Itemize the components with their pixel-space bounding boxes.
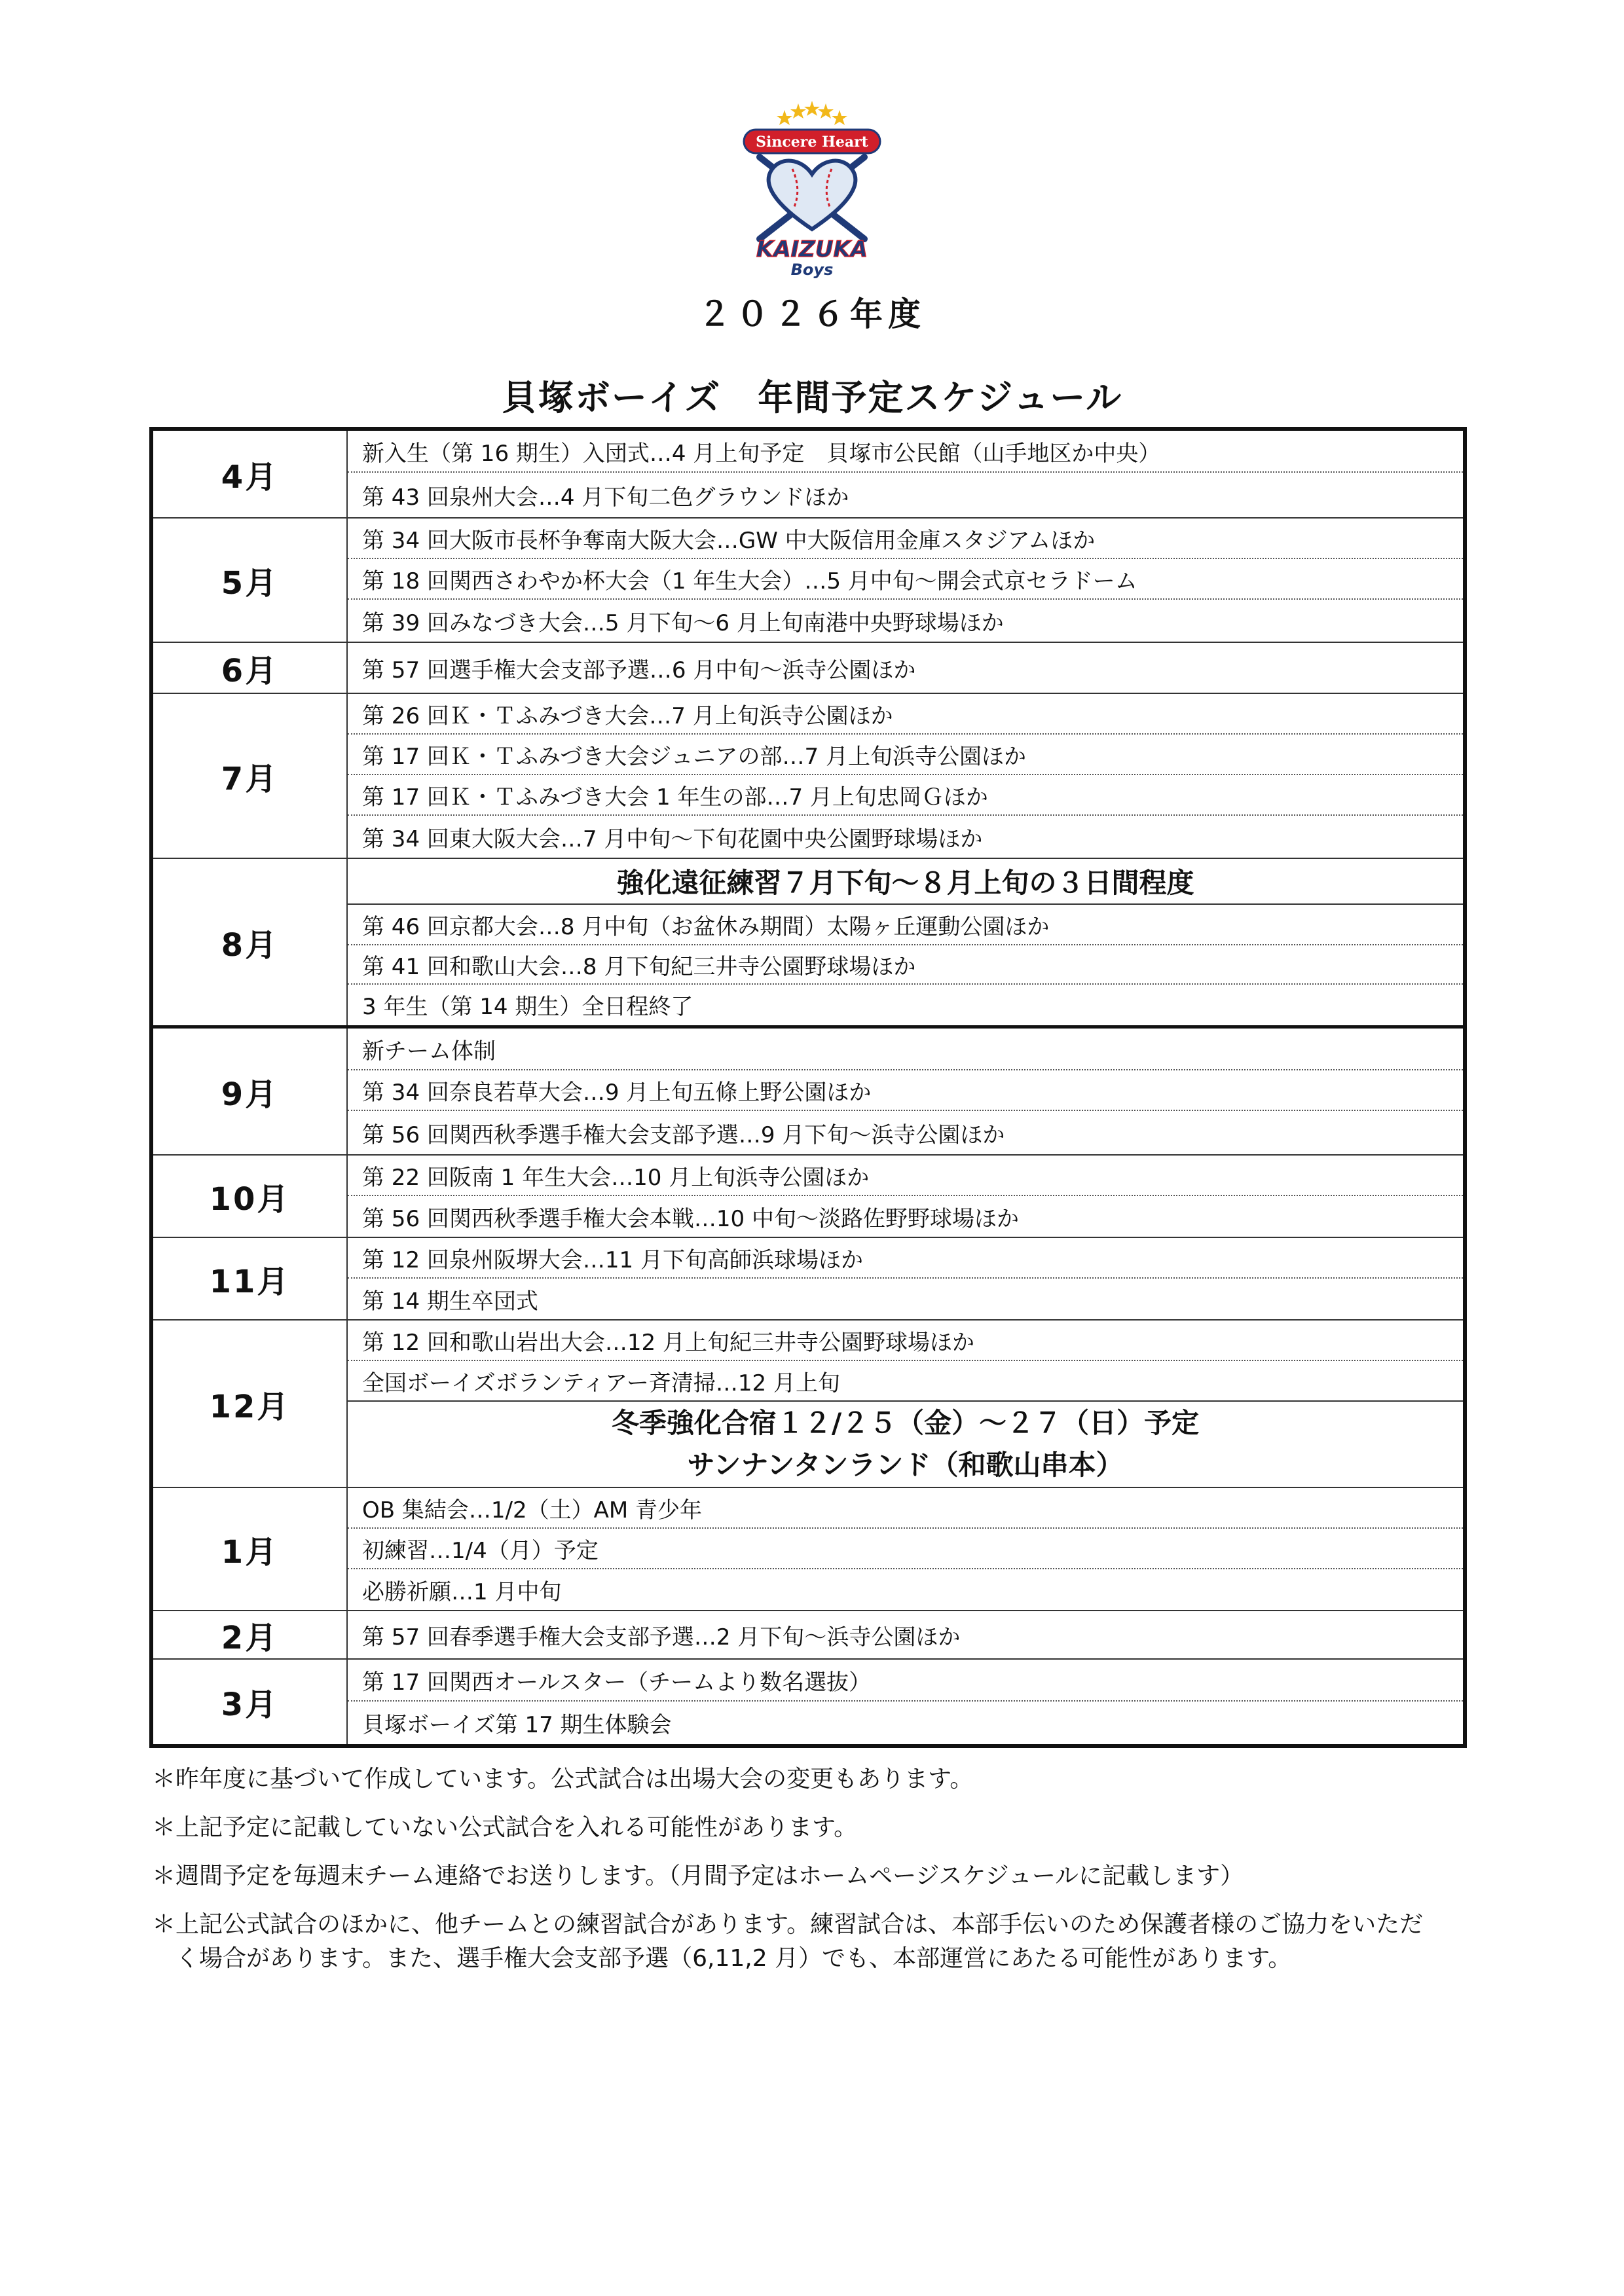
- note-line: く場合があります。また、選手権大会支部予選（6,11,2 月）でも、本部運営にあたる可能性があります。: [175, 1945, 1292, 1972]
- month-label: 8月: [153, 859, 348, 1025]
- schedule-item: 必勝祈願…1 月中旬: [362, 1578, 562, 1605]
- schedule-item: 第 26 回Ｋ・Ｔふみづき大会…7 月上旬浜寺公園ほか: [348, 694, 1463, 735]
- month-row-march: [153, 1660, 1463, 1744]
- kaizuka-boys-logo: [733, 92, 891, 282]
- month-row-august: [153, 859, 1463, 1029]
- month-row-may: [153, 519, 1463, 643]
- schedule-item: 新入生（第 16 期生）入団式…4 月上旬予定 貝塚市公民館（山手地区か中央）: [348, 431, 1463, 473]
- month-row-december: [153, 1321, 1463, 1488]
- schedule-item: 3 年生（第 14 期生）全日程終了: [362, 993, 693, 1020]
- stars-icon: [777, 101, 847, 125]
- svg-text:Boys: Boys: [790, 261, 834, 279]
- month-label: 5月: [153, 519, 348, 642]
- month-label: 4月: [153, 431, 348, 517]
- schedule-item: 第 12 回泉州阪堺大会…11 月下旬高師浜球場ほか: [348, 1238, 1463, 1279]
- schedule-item: 第 22 回阪南 1 年生大会…10 月上旬浜寺公園ほか: [348, 1156, 1463, 1196]
- schedule-item: 第 39 回みなづき大会…5 月下旬～6 月上旬南港中央野球場ほか: [362, 610, 1004, 636]
- month-label: 10月: [153, 1156, 348, 1237]
- schedule-item: 第 56 回関西秋季選手権大会本戦…10 中旬～淡路佐野野球場ほか: [362, 1205, 1019, 1232]
- svg-text:KAIZUKA: KAIZUKA: [756, 236, 868, 263]
- schedule-item: 第 56 回関西秋季選手権大会支部予選…9 月下旬～浜寺公園ほか: [362, 1121, 1005, 1148]
- month-label: 7月: [153, 694, 348, 858]
- schedule-item: 全国ボーイズボランティアー斉清掃…12 月上旬: [348, 1361, 1463, 1402]
- schedule-table: [149, 427, 1467, 1748]
- schedule-item: 第 12 回和歌山岩出大会…12 月上旬紀三井寺公園野球場ほか: [348, 1321, 1463, 1361]
- schedule-item: 第 34 回大阪市長杯争奪南大阪大会…GW 中大阪信用金庫スタジアムほか: [348, 519, 1463, 559]
- note: ＊昨年度に基づいて作成しています。公式試合は出場大会の変更もあります。: [152, 1766, 974, 1793]
- month-row-april: [153, 431, 1463, 519]
- schedule-item: 第 34 回東大阪大会…7 月中旬～下旬花園中央公園野球場ほか: [362, 826, 983, 852]
- page-title: 貝塚ボーイズ 年間予定スケジュール: [501, 377, 1123, 418]
- month-row-september: [153, 1029, 1463, 1156]
- schedule-item: OB 集結会…1/2（土）AM 青少年: [348, 1488, 1463, 1529]
- schedule-item: 第 17 回Ｋ・Ｔふみづき大会ジュニアの部…7 月上旬浜寺公園ほか: [348, 735, 1463, 775]
- note: ＊週間予定を毎週末チーム連絡でお送りします。（月間予定はホームページスケジュールに記載します）: [152, 1863, 1244, 1889]
- schedule-item: 第 43 回泉州大会…4 月下旬二色グラウンドほか: [362, 484, 849, 511]
- schedule-item: 初練習…1/4（月）予定: [348, 1529, 1463, 1569]
- month-row-july: [153, 694, 1463, 859]
- schedule-item: 第 18 回関西さわやか杯大会（1 年生大会）…5 月中旬～開会式京セラドーム: [348, 559, 1463, 600]
- highlight-line: 冬季強化合宿１２/２５（金）～２７（日）予定: [611, 1407, 1200, 1439]
- month-label: 11月: [153, 1238, 348, 1319]
- schedule-item: 第 17 回関西オールスター（チームより数名選抜）: [348, 1660, 1463, 1702]
- schedule-item: 第 34 回奈良若草大会…9 月上旬五條上野公園ほか: [348, 1070, 1463, 1111]
- month-label: 3月: [153, 1660, 348, 1744]
- month-row-june: [153, 643, 1463, 694]
- note: [152, 1908, 1475, 1976]
- month-row-november: [153, 1238, 1463, 1321]
- svg-text:Sincere Heart: Sincere Heart: [756, 134, 868, 151]
- month-row-october: [153, 1156, 1463, 1238]
- month-label: 1月: [153, 1488, 348, 1610]
- schedule-item: 第 14 期生卒団式: [362, 1288, 538, 1315]
- schedule-item: 第 46 回京都大会…8 月中旬（お盆休み期間）太陽ヶ丘運動公園ほか: [348, 905, 1463, 945]
- schedule-item: 第 57 回選手権大会支部予選…6 月中旬～浜寺公園ほか: [362, 657, 916, 683]
- note: ＊上記予定に記載していない公式試合を入れる可能性があります。: [152, 1814, 858, 1841]
- note-line: ＊上記公式試合のほかに、他チームとの練習試合があります。練習試合は、本部手伝いのため保護者様のご協力をいただ: [152, 1911, 1424, 1938]
- schedule-item: 第 57 回春季選手権大会支部予選…2 月下旬～浜寺公園ほか: [362, 1624, 961, 1650]
- month-row-february: [153, 1611, 1463, 1660]
- highlight-event: 強化遠征練習７月下旬～８月上旬の３日間程度: [348, 859, 1463, 905]
- schedule-item: 新チーム体制: [348, 1029, 1463, 1070]
- schedule-item: 貝塚ボーイズ第 17 期生体験会: [362, 1712, 672, 1738]
- notes-section: [152, 1762, 1475, 1990]
- month-label: 2月: [153, 1611, 348, 1658]
- month-label: 12月: [153, 1321, 348, 1487]
- highlight-event: [348, 1402, 1463, 1487]
- highlight-line: サンナンタンランド（和歌山串本）: [687, 1449, 1124, 1481]
- year-title: ２０２６年度: [698, 295, 926, 333]
- schedule-item: 第 41 回和歌山大会…8 月下旬紀三井寺公園野球場ほか: [348, 945, 1463, 985]
- month-label: 9月: [153, 1029, 348, 1154]
- month-row-january: [153, 1488, 1463, 1611]
- schedule-item: 第 17 回Ｋ・Ｔふみづき大会 1 年生の部…7 月上旬忠岡Ｇほか: [348, 775, 1463, 816]
- month-label: 6月: [153, 643, 348, 693]
